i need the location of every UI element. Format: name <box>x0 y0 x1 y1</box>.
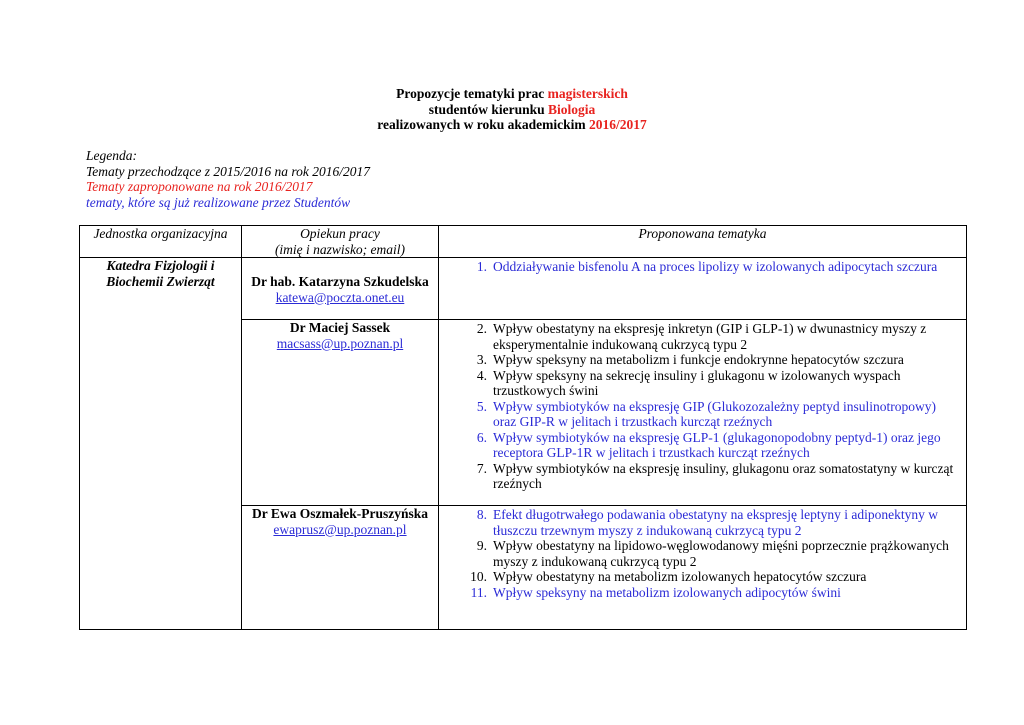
supervisor-cell <box>242 506 439 630</box>
list-item <box>463 430 962 461</box>
unit-cell: Katedra Fizjologii i Biochemii Zwierząt <box>80 258 242 630</box>
topic-text: Efekt długotrwałego podawania obestatyny na ekspresję leptyny i adiponektyny w tłuszczu trzewnym myszy z indukowaną cukrzycą typu 2 <box>493 507 939 538</box>
list-item <box>463 321 962 352</box>
topic-text: Wpływ obestatyny na metabolizm izolowanych hepatocytów szczura <box>493 569 867 584</box>
topic-text: Wpływ speksyny na metabolizm izolowanych adipocytów świni <box>493 584 841 600</box>
header-unit: Jednostka organizacyjna <box>80 226 242 258</box>
topic-text: Wpływ obestatyny na lipidowo-węglowodanowy mięśni poprzecznie prążkowanych myszy z indukowaną cukrzycą typu 2 <box>493 538 949 569</box>
legend-heading: Legenda: <box>86 148 137 163</box>
supervisor-name: Dr hab. Katarzyna Szkudelska <box>251 274 429 289</box>
topic-text: Wpływ symbiotyków na ekspresję GLP-1 (glukagonopodobny peptyd-1) oraz jego receptora GLP-1R w jelitach i trzustkach kurcząt rzeźnych <box>493 429 941 460</box>
topic-text: Oddziaływanie bisfenolu A na proces lipolizy w izolowanych adipocytach szczura <box>493 259 938 274</box>
topics-cell <box>439 320 967 506</box>
topic-number: 7. <box>476 460 487 476</box>
table-row <box>80 258 967 320</box>
topic-text: Wpływ symbiotyków na ekspresję GIP (Glukozozależny peptyd insulinotropowy) oraz GIP-R w jelitach i trzustkach kurcząt rzeźnych <box>493 398 937 429</box>
topic-text: Wpływ symbiotyków na ekspresję insuliny, glukagonu oraz somatostatyny w kurcząt rzeźnych <box>493 460 954 491</box>
topic-list <box>439 506 966 600</box>
topic-number: 5. <box>476 398 487 414</box>
list-item <box>463 585 962 601</box>
topic-number: 1. <box>476 259 487 274</box>
topic-text: Wpływ speksyny na sekrecję insuliny i glukagonu w izolowanych wyspach trzustkowych świni <box>493 367 901 398</box>
topic-number: 10. <box>470 569 487 584</box>
list-item <box>463 399 962 430</box>
supervisor-name: Dr Maciej Sassek <box>289 320 391 335</box>
table-header-row <box>80 226 967 258</box>
topic-number: 11. <box>470 584 487 600</box>
topic-list <box>439 320 966 492</box>
title-line-3: realizowanych w roku akademickim 2016/2017 <box>377 117 647 132</box>
list-item <box>463 569 962 585</box>
supervisor-name: Dr Ewa Oszmałek-Pruszyńska <box>251 506 428 521</box>
list-item <box>463 259 962 275</box>
supervisor-cell <box>242 320 439 506</box>
supervisor-email-link[interactable]: katewa@poczta.onet.eu <box>275 289 405 305</box>
header-supervisor: Opiekun pracy (imię i nazwisko; email) <box>242 226 439 258</box>
list-item <box>463 352 962 368</box>
topic-number: 3. <box>476 352 487 367</box>
title-line-1: Propozycje tematyki prac magisterskich <box>396 86 628 101</box>
legend-item-carried-over: Tematy przechodzące z 2015/2016 na rok 2016/2017 <box>86 163 370 179</box>
legend-item-new: Tematy zaproponowane na rok 2016/2017 <box>86 179 313 194</box>
topic-number: 2. <box>476 321 487 336</box>
topics-table <box>79 225 967 630</box>
supervisor-email-link[interactable]: macsass@up.poznan.pl <box>276 335 404 351</box>
supervisor-cell <box>242 258 439 320</box>
topics-cell <box>439 506 967 630</box>
topic-number: 6. <box>476 429 487 445</box>
list-item <box>463 368 962 399</box>
list-item <box>463 507 962 538</box>
topic-number: 4. <box>476 367 487 383</box>
document-title <box>0 86 1024 133</box>
legend-item-in-progress: tematy, które są już realizowane przez Studentów <box>86 194 351 210</box>
supervisor-email-link[interactable]: ewaprusz@up.poznan.pl <box>273 521 407 537</box>
topics-cell <box>439 258 967 320</box>
list-item <box>463 538 962 569</box>
title-line-2: studentów kierunku Biologia <box>428 101 596 117</box>
topic-list <box>439 258 966 275</box>
topic-text: Wpływ speksyny na metabolizm i funkcje endokrynne hepatocytów szczura <box>493 352 904 367</box>
header-topics: Proponowana tematyka <box>439 226 967 258</box>
legend <box>86 148 370 210</box>
list-item <box>463 461 962 492</box>
topic-number: 9. <box>476 538 487 553</box>
topic-text: Wpływ obestatyny na ekspresję inkretyn (GIP i GLP-1) w dwunastnicy myszy z eksperymentalnie indukowaną cukrzycą typu 2 <box>493 321 927 352</box>
topic-number: 8. <box>476 507 487 522</box>
